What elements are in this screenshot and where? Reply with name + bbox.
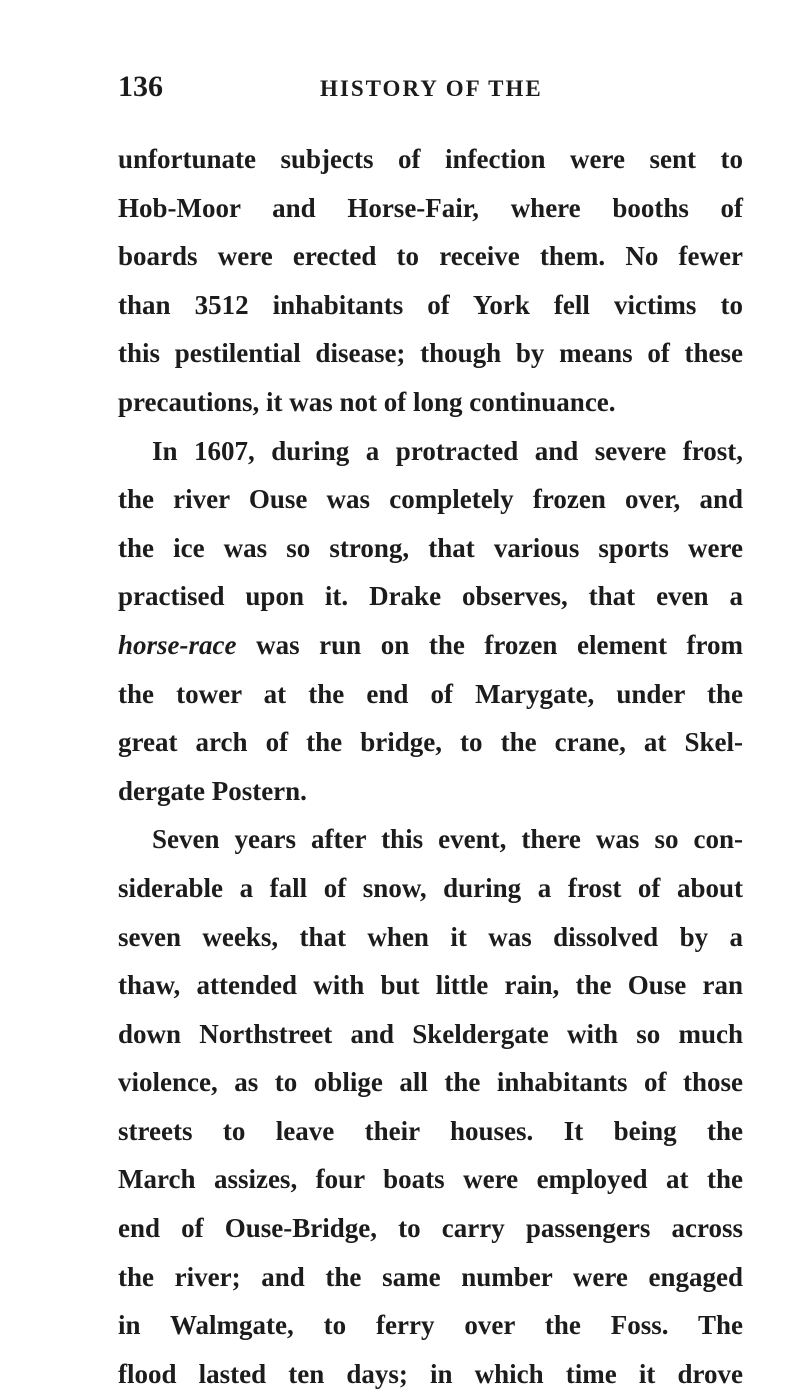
- text-line: the river; and the same number were engaged: [118, 1261, 743, 1292]
- text-line: [118, 621, 743, 670]
- text-line: practised upon it. Drake observes, that even a: [118, 581, 743, 612]
- text-line: this pestilential disease; though by means of these: [118, 338, 743, 369]
- text-line: the river Ouse was completely frozen over, and: [118, 484, 743, 515]
- text-line: March assizes, four boats were employed at the: [118, 1164, 743, 1195]
- text-line: thaw, attended with but little rain, the Ouse ran: [118, 970, 743, 1001]
- text-line: end of Ouse-Bridge, to carry passengers across: [118, 1213, 743, 1244]
- text-line-rest: was run on the frozen element from: [236, 629, 743, 660]
- running-head: [118, 70, 738, 110]
- text-line: great arch of the bridge, to the crane, at Skel-: [118, 727, 743, 758]
- text-line: dergate Postern.: [118, 775, 307, 806]
- text-line: flood lasted ten days; in which time it drove: [118, 1358, 743, 1389]
- text-line: violence, as to oblige all the inhabitants of those: [118, 1067, 743, 1098]
- italic-phrase: horse-race: [118, 629, 237, 660]
- text-line: streets to leave their houses. It being the: [118, 1115, 743, 1146]
- text-line: Hob-Moor and Horse-Fair, where booths of: [118, 192, 743, 223]
- text-line: In 1607, during a protracted and severe frost,: [152, 435, 743, 466]
- text-line: than 3512 inhabitants of York fell victims to: [118, 289, 743, 320]
- text-line: Seven years after this event, there was so con-: [152, 824, 743, 855]
- text-line: the tower at the end of Marygate, under the: [118, 678, 743, 709]
- running-title: HISTORY OF THE: [320, 76, 543, 101]
- text-line: precautions, it was not of long continuance.: [118, 386, 616, 417]
- text-line: in Walmgate, to ferry over the Foss. The: [118, 1310, 743, 1341]
- text-line: unfortunate subjects of infection were sent to: [118, 144, 743, 174]
- page-number: 136: [118, 70, 163, 103]
- text-line: the ice was so strong, that various sports were: [118, 532, 743, 563]
- text-line: boards were erected to receive them. No fewer: [118, 241, 743, 272]
- body-text: [118, 135, 743, 1398]
- text-line: siderable a fall of snow, during a frost of about: [118, 872, 743, 903]
- text-line: seven weeks, that when it was dissolved by a: [118, 921, 743, 952]
- text-line: down Northstreet and Skeldergate with so much: [118, 1018, 743, 1049]
